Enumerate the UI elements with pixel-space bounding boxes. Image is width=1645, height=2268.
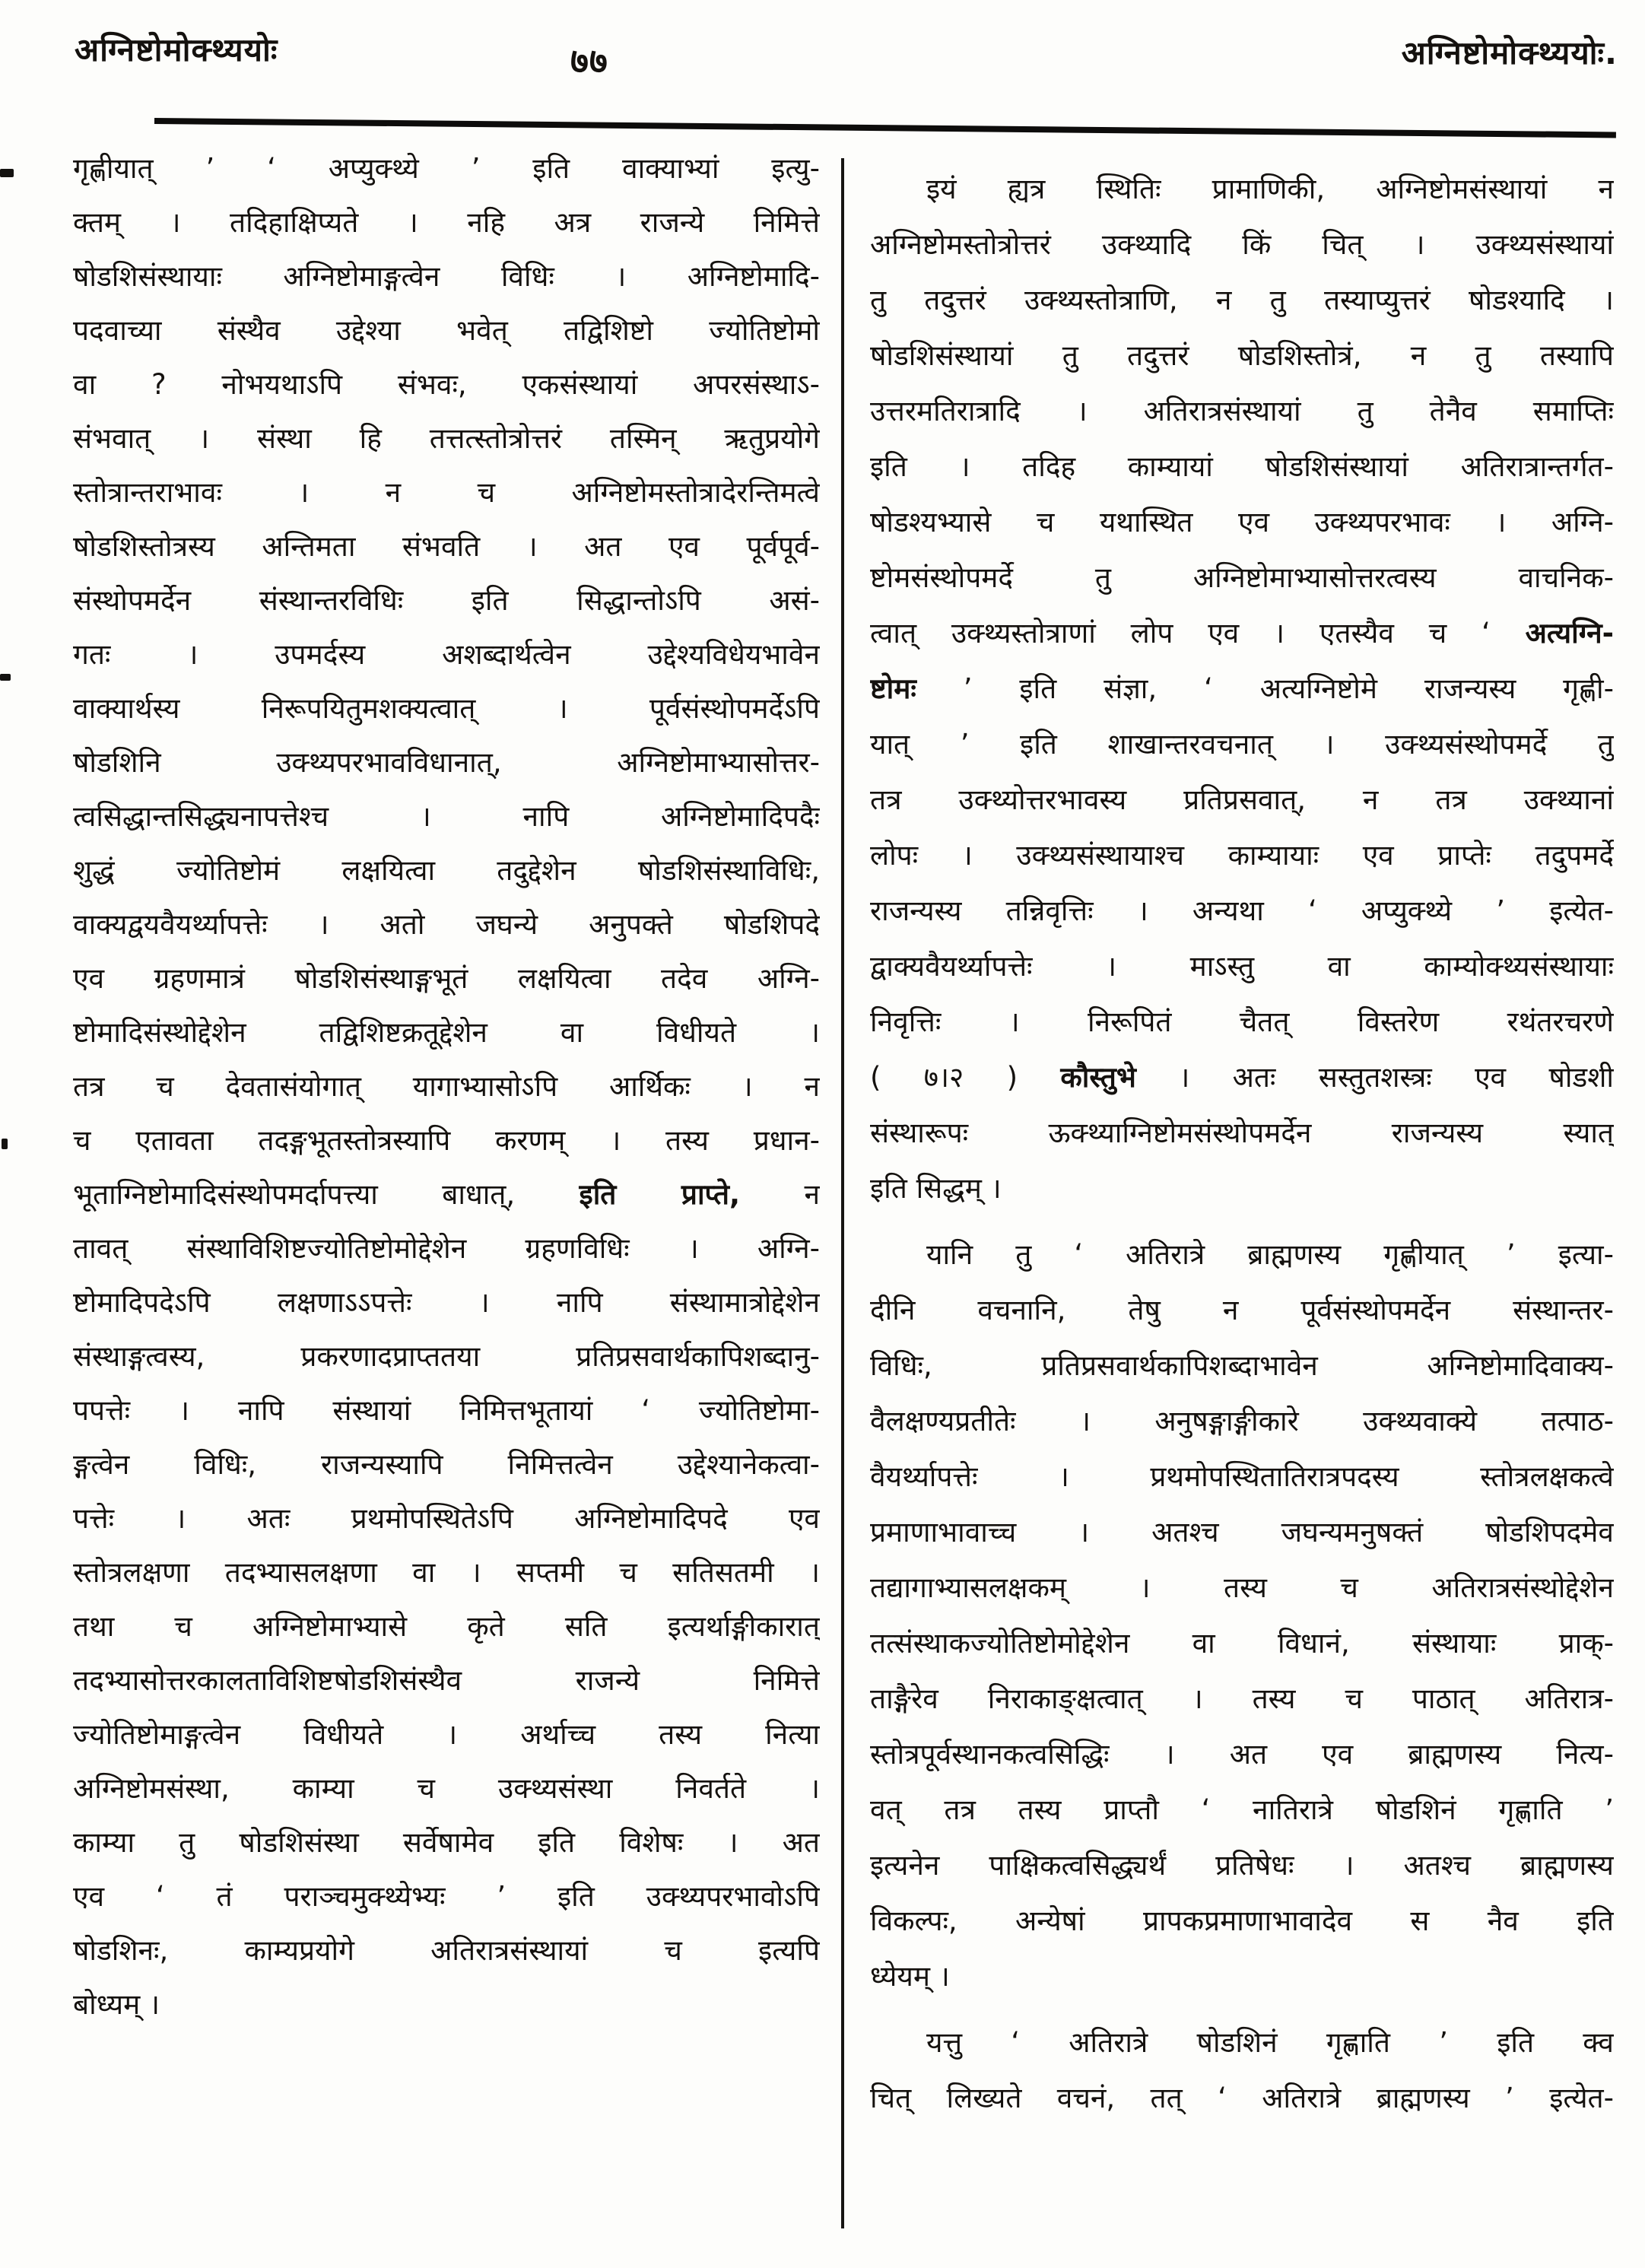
text-line: ङ्गत्वेन विधिः, राजन्यस्यापि निमित्तत्वेन उद्देश्यानेकत्वा- [73, 1448, 820, 1481]
text-line: यानि तु ‘ अतिरात्रे ब्राह्मणस्य गृह्णीयात् ’ इत्या- [926, 1238, 1614, 1271]
text-line: चित् लिख्यते वचनं, तत् ‘ अतिरात्रे ब्राह्मणस्य ’ इत्येत- [870, 2082, 1614, 2114]
text-line: वाक्यार्थस्य निरूपयितुमशक्यत्वात् । पूर्वसंस्थोपमर्देऽपि [73, 692, 820, 725]
text-line: ( ७।२ ) कौस्तुभे । अतः सस्तुतशस्त्रः एव षोडशी [870, 1061, 1614, 1094]
scan-artifact [0, 674, 11, 681]
text-line: ष्टोमादिसंस्थोद्देशेन तद्विशिष्टक्रतूद्देशेन वा विधीयते । [73, 1016, 820, 1049]
text-line: इयं ह्यत्र स्थितिः प्रामाणिकी, अग्निष्टोमसंस्थायां न [926, 173, 1614, 205]
text-line: षोडशिनः, काम्यप्रयोगे अतिरात्रसंस्थायां च इत्यपि [73, 1934, 820, 1967]
text-line: वा ? नोभयथाऽपि संभवः, एकसंस्थायां अपरसंस्थाऽ- [73, 368, 820, 401]
text-line: विधिः, प्रतिप्रसवार्थकापिशब्दाभावेन अग्निष्टोमादिवाक्य- [870, 1349, 1614, 1382]
text-line: स्तोत्रपूर्वस्थानकत्वसिद्धिः । अत एव ब्राह्मणस्य नित्य- [870, 1738, 1614, 1771]
text-line: च एतावता तदङ्गभूतस्तोत्रस्यापि करणम् । तस्य प्रधान- [73, 1124, 820, 1157]
text-line: पत्तेः । अतः प्रथमोपस्थितेऽपि अग्निष्टोमादिपदे एव [73, 1502, 820, 1535]
text-line: निवृत्तिः । निरूपितं चैतत् विस्तरेण रथंतरचरणे [870, 1005, 1614, 1038]
text-line: एव ग्रहणमात्रं षोडशिसंस्थाङ्गभूतं लक्षयित्वा तदेव अग्नि- [73, 962, 820, 995]
text-line: वैयर्थ्यापत्तेः । प्रथमोपस्थितातिरात्रपदस्य स्तोत्रलक्षकत्वे [870, 1460, 1614, 1493]
text-line: संस्थाङ्गत्वस्य, प्रकरणादप्राप्ततया प्रतिप्रसवार्थकापिशब्दानु- [73, 1340, 820, 1373]
text-line: षोडशिस्तोत्रस्य अन्तिमता संभवति । अत एव पूर्वपूर्व- [73, 530, 820, 563]
text-line: तत्संस्थाकज्योतिष्टोमोद्देशेन वा विधानं, संस्थायाः प्राक्- [870, 1627, 1614, 1660]
text-line: राजन्यस्य तन्निवृत्तिः । अन्यथा ‘ अप्युक्थ्ये ’ इत्येत- [870, 894, 1614, 927]
text-line: षोडशिसंस्थायां तु तदुत्तरं षोडशिस्तोत्रं, न तु तस्यापि [870, 339, 1614, 372]
text-line: ध्येयम् । [870, 1960, 950, 1993]
header-rule [154, 118, 1616, 138]
text-line: तत्र उक्थ्योत्तरभावस्य प्रतिप्रसवात्, न तत्र उक्थ्यानां [870, 783, 1614, 816]
text-line: संस्थोपमर्देन संस्थान्तरविधिः इति सिद्धान्तोऽपि असं- [73, 584, 820, 617]
text-line: लोपः । उक्थ्यसंस्थायाश्च काम्यायाः एव प्राप्तेः तदुपमर्दे [870, 839, 1614, 872]
text-line: यत्तु ‘ अतिरात्रे षोडशिनं गृह्णाति ’ इति क्व [926, 2026, 1614, 2059]
text-line: तथा च अग्निष्टोमाभ्यासे कृते सति इत्यर्थाङ्गीकारात् [73, 1610, 820, 1643]
text-line: तत्र च देवतासंयोगात् यागाभ्यासोऽपि आर्थिकः । न [73, 1070, 820, 1103]
text-line: त्वसिद्धान्तसिद्ध्यनापत्तेश्च । नापि अग्निष्टोमादिपदैः [73, 800, 820, 833]
text-line: षोडशिसंस्थायाः अग्निष्टोमाङ्गत्वेन विधिः । अग्निष्टोमादि- [73, 260, 820, 293]
text-line: वत् तत्र तस्य प्राप्तौ ‘ नातिरात्रे षोडशिनं गृह्णाति ’ [870, 1793, 1614, 1826]
text-line: तु तदुत्तरं उक्थ्यस्तोत्राणि, न तु तस्याप्युत्तरं षोडश्यादि । [870, 284, 1614, 316]
text-line: इति सिद्धम् । [870, 1172, 1002, 1205]
text-line: क्तम् । तदिहाक्षिप्यते । नहि अत्र राजन्ये निमित्ते [73, 206, 820, 239]
text-line: स्तोत्रलक्षणा तदभ्यासलक्षणा वा । सप्तमी च सतिसतमी । [73, 1556, 820, 1589]
text-line: प्रमाणाभावाच्च । अतश्च जघन्यमनुषक्तं षोडशिपदमेव [870, 1516, 1614, 1549]
text-line: द्वाक्यवैयर्थ्यापत्तेः । माऽस्तु वा काम्योक्थ्यसंस्थायाः [870, 950, 1614, 983]
text-line: वाक्यद्वयवैयर्थ्यापत्तेः । अतो जघन्ये अनुपक्ते षोडशिपदे [73, 908, 820, 941]
text-line: षोडशिनि उक्थ्यपरभावविधानात्, अग्निष्टोमाभ्यासोत्तर- [73, 746, 820, 779]
text-line: ष्टोमः ’ इति संज्ञा, ‘ अत्यग्निष्टोमे राजन्यस्य गृह्णी- [870, 672, 1614, 705]
text-line: संभवात् । संस्था हि तत्तत्स्तोत्रोत्तरं तस्मिन् ऋतुप्रयोगे [73, 422, 820, 455]
text-line: ज्योतिष्टोमाङ्गत्वेन विधीयते । अर्थाच्च तस्य नित्या [73, 1718, 820, 1751]
text-line: तद्यागाभ्यासलक्षकम् । तस्य च अतिरात्रसंस्थोद्देशेन [870, 1571, 1614, 1604]
text-line: पदवाच्या संस्थैव उद्देश्या भवेत् तद्विशिष्टो ज्योतिष्टोमो [73, 314, 820, 347]
scan-artifact [2, 1139, 8, 1149]
text-line: भूताग्निष्टोमादिसंस्थोपमर्दापत्त्या बाधात्, इति प्राप्ते, न [73, 1178, 820, 1211]
text-line: ष्टोमसंस्थोपमर्दे तु अग्निष्टोमाभ्यासोत्तरत्वस्य वाचनिक- [870, 561, 1614, 594]
text-line: शुद्धं ज्योतिष्टोमं लक्षयित्वा तदुद्देशेन षोडशिसंस्थाविधिः, [73, 854, 820, 887]
text-line: वैलक्षण्यप्रतीतेः । अनुषङ्गाङ्गीकारे उक्थ्यवाक्ये तत्पाठ- [870, 1405, 1614, 1437]
text-line: यात् ’ इति शाखान्तरवचनात् । उक्थ्यसंस्थोपमर्दे तु [870, 728, 1614, 761]
text-line: ताङ्गैरेव निराकाङ्क्षत्वात् । तस्य च पाठात् अतिरात्र- [870, 1682, 1614, 1715]
text-line: एव ‘ तं पराञ्चमुक्थ्येभ्यः ’ इति उक्थ्यपरभावोऽपि [73, 1880, 820, 1913]
text-line: उत्तरमतिरात्रादि । अतिरात्रसंस्थायां तु तेनैव समाप्तिः [870, 395, 1614, 427]
text-line: अग्निष्टोमसंस्था, काम्या च उक्थ्यसंस्था निवर्तते । [73, 1772, 820, 1805]
running-header-left: अग्निष्टोमोक्थ्ययोः [75, 31, 278, 68]
text-line: तदभ्यासोत्तरकालताविशिष्टषोडशिसंस्थैव राजन्ये निमित्ते [73, 1664, 820, 1697]
right-text-column [870, 161, 1614, 2126]
text-line: विकल्पः, अन्येषां प्रापकप्रमाणाभावादेव स नैव इति [870, 1904, 1614, 1937]
column-divider [841, 158, 844, 2228]
text-line: काम्या तु षोडशिसंस्था सर्वेषामेव इति विशेषः । अत [73, 1826, 820, 1859]
left-text-column [73, 141, 820, 2031]
text-line: गतः । उपमर्दस्य अशब्दार्थत्वेन उद्देश्यविधेयभावेन [73, 638, 820, 671]
text-line: तावत् संस्थाविशिष्टज्योतिष्टोमोद्देशेन ग्रहणविधिः । अग्नि- [73, 1232, 820, 1265]
text-line: इत्यनेन पाक्षिकत्वसिद्ध्यर्थं प्रतिषेधः । अतश्च ब्राह्मणस्य [870, 1849, 1614, 1882]
text-line: ष्टोमादिपदेऽपि लक्षणाऽऽपत्तेः । नापि संस्थामात्रोद्देशेन [73, 1286, 820, 1319]
text-line: इति । तदिह काम्यायां षोडशिसंस्थायां अतिरात्रान्तर्गत- [870, 450, 1614, 483]
text-line: गृह्णीयात् ’ ‘ अप्युक्थ्ये ’ इति वाक्याभ्यां इत्यु- [73, 152, 820, 185]
text-line: दीनि वचनानि, तेषु न पूर्वसंस्थोपमर्देन संस्थान्तर- [870, 1294, 1614, 1326]
text-line: पपत्तेः । नापि संस्थायां निमित्तभूतायां ‘ ज्योतिष्टोमा- [73, 1394, 820, 1427]
page-number: ७७ [570, 40, 608, 81]
text-line: अग्निष्टोमस्तोत्रोत्तरं उक्थ्यादि किं चित् । उक्थ्यसंस्थायां [870, 228, 1614, 261]
text-line: संस्थारूपः ऊक्थ्याग्निष्टोमसंस्थोपमर्देन राजन्यस्य स्यात् [870, 1117, 1614, 1149]
text-line: षोडश्यभ्यासे च यथास्थित एव उक्थ्यपरभावः । अग्नि- [870, 506, 1614, 538]
running-header-right: अग्निष्टोमोक्थ्ययोः. [1401, 34, 1618, 71]
text-line: स्तोत्रान्तराभावः । न च अग्निष्टोमस्तोत्रादेरन्तिमत्वे [73, 476, 820, 509]
scan-artifact [0, 169, 14, 177]
text-line: बोध्यम् । [73, 1988, 160, 2021]
text-line: त्वात् उक्थ्यस्तोत्राणां लोप एव । एतस्यैव च ‘ अत्यग्नि- [870, 617, 1614, 650]
